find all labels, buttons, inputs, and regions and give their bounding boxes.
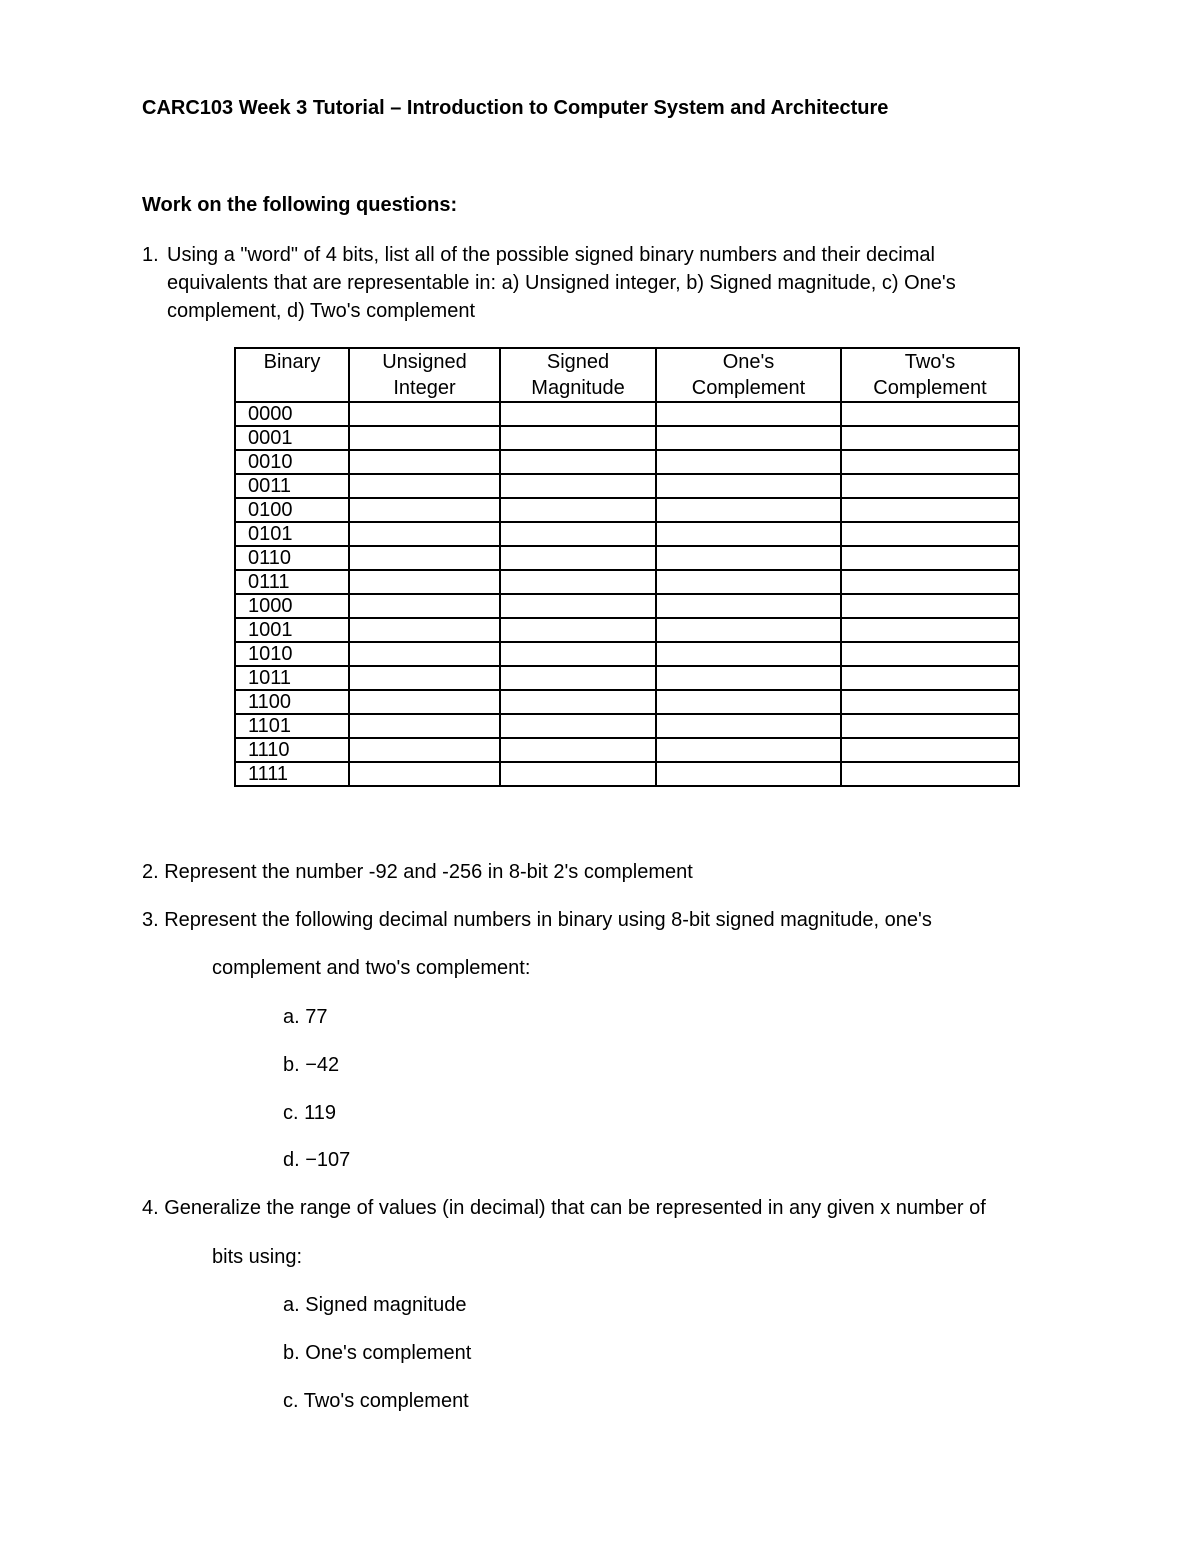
table-row — [235, 570, 1019, 594]
answer-cell[interactable] — [841, 474, 1019, 498]
answer-cell[interactable] — [500, 642, 656, 666]
answer-cell[interactable] — [841, 690, 1019, 714]
binary-cell: 1100 — [235, 690, 349, 714]
answer-cell[interactable] — [841, 570, 1019, 594]
table-row — [235, 666, 1019, 690]
table-row — [235, 522, 1019, 546]
question-3-line-1: 3. Represent the following decimal numbers in binary using 8-bit signed magnitude, one's — [142, 909, 932, 931]
answer-cell[interactable] — [656, 690, 841, 714]
question-1-line: complement, d) Two's complement — [167, 300, 476, 322]
table-row — [235, 402, 1019, 426]
answer-cell[interactable] — [500, 522, 656, 546]
question-2: 2. Represent the number -92 and -256 in 8-bit 2's complement — [142, 861, 693, 883]
answer-cell[interactable] — [656, 426, 841, 450]
answer-cell[interactable] — [841, 402, 1019, 426]
question-3-item-b: b. −42 — [283, 1054, 340, 1076]
table-row — [235, 738, 1019, 762]
answer-cell[interactable] — [656, 546, 841, 570]
instructions-heading: Work on the following questions: — [142, 194, 458, 216]
answer-cell[interactable] — [500, 762, 656, 786]
table-row — [235, 426, 1019, 450]
answer-cell[interactable] — [349, 618, 500, 642]
binary-cell: 1101 — [235, 714, 349, 738]
answer-cell[interactable] — [349, 762, 500, 786]
answer-cell[interactable] — [500, 498, 656, 522]
answer-cell[interactable] — [349, 498, 500, 522]
answer-cell[interactable] — [656, 522, 841, 546]
question-3-item-a: a. 77 — [283, 1006, 328, 1028]
question-3-item-d: d. −107 — [283, 1149, 351, 1171]
answer-cell[interactable] — [349, 738, 500, 762]
binary-cell: 1011 — [235, 666, 349, 690]
question-4-item-c: c. Two's complement — [283, 1390, 469, 1412]
answer-cell[interactable] — [349, 714, 500, 738]
table-row — [235, 546, 1019, 570]
header-twos-complement: Two's Complement — [841, 348, 1019, 402]
binary-cell: 1000 — [235, 594, 349, 618]
answer-cell[interactable] — [500, 450, 656, 474]
binary-cell: 0100 — [235, 498, 349, 522]
answer-cell[interactable] — [500, 546, 656, 570]
header-signed-magnitude: Signed Magnitude — [500, 348, 656, 402]
table-row — [235, 498, 1019, 522]
question-1-line: Using a "word" of 4 bits, list all of the possible signed binary numbers and their decimal — [167, 244, 935, 266]
answer-cell[interactable] — [841, 594, 1019, 618]
binary-cell: 1001 — [235, 618, 349, 642]
answer-cell[interactable] — [656, 594, 841, 618]
binary-cell: 0010 — [235, 450, 349, 474]
answer-cell[interactable] — [656, 450, 841, 474]
header-unsigned-integer: Unsigned Integer — [349, 348, 500, 402]
answer-cell[interactable] — [656, 474, 841, 498]
binary-cell: 0001 — [235, 426, 349, 450]
table-header-row — [235, 348, 1019, 402]
answer-cell[interactable] — [349, 402, 500, 426]
answer-cell[interactable] — [656, 570, 841, 594]
header-ones-complement: One's Complement — [656, 348, 841, 402]
answer-cell[interactable] — [349, 474, 500, 498]
answer-cell[interactable] — [841, 450, 1019, 474]
answer-cell[interactable] — [841, 618, 1019, 642]
binary-cell: 1010 — [235, 642, 349, 666]
answer-cell[interactable] — [349, 570, 500, 594]
binary-cell: 0000 — [235, 402, 349, 426]
answer-cell[interactable] — [500, 426, 656, 450]
header-binary: Binary — [235, 348, 349, 402]
answer-cell[interactable] — [656, 498, 841, 522]
binary-cell: 1110 — [235, 738, 349, 762]
answer-cell[interactable] — [500, 618, 656, 642]
answer-cell[interactable] — [500, 402, 656, 426]
answer-cell[interactable] — [656, 642, 841, 666]
answer-cell[interactable] — [841, 738, 1019, 762]
answer-cell[interactable] — [841, 762, 1019, 786]
question-3-line-2: complement and two's complement: — [212, 957, 531, 979]
answer-cell[interactable] — [656, 666, 841, 690]
answer-cell[interactable] — [500, 738, 656, 762]
answer-cell[interactable] — [349, 546, 500, 570]
table-row — [235, 642, 1019, 666]
answer-cell[interactable] — [349, 594, 500, 618]
answer-cell[interactable] — [500, 594, 656, 618]
answer-cell[interactable] — [841, 642, 1019, 666]
answer-cell[interactable] — [656, 618, 841, 642]
binary-cell: 0011 — [235, 474, 349, 498]
answer-cell[interactable] — [500, 666, 656, 690]
table-row — [235, 618, 1019, 642]
answer-cell[interactable] — [500, 570, 656, 594]
answer-cell[interactable] — [656, 738, 841, 762]
answer-cell[interactable] — [349, 426, 500, 450]
question-1-text — [167, 241, 1067, 325]
answer-cell[interactable] — [349, 642, 500, 666]
binary-cell: 0111 — [235, 570, 349, 594]
table-row — [235, 594, 1019, 618]
question-1-number: 1. — [142, 244, 159, 266]
question-3-item-c: c. 119 — [283, 1102, 336, 1124]
question-4-item-a: a. Signed magnitude — [283, 1294, 467, 1316]
binary-cell: 0101 — [235, 522, 349, 546]
table-row — [235, 450, 1019, 474]
answer-cell[interactable] — [349, 666, 500, 690]
answer-cell[interactable] — [500, 474, 656, 498]
page-title: CARC103 Week 3 Tutorial – Introduction to Computer System and Architecture — [142, 97, 889, 119]
answer-cell[interactable] — [841, 546, 1019, 570]
answer-cell[interactable] — [349, 522, 500, 546]
answer-cell[interactable] — [841, 498, 1019, 522]
answer-cell[interactable] — [656, 762, 841, 786]
answer-cell[interactable] — [841, 426, 1019, 450]
answer-cell[interactable] — [841, 714, 1019, 738]
answer-cell[interactable] — [656, 714, 841, 738]
answer-cell[interactable] — [841, 522, 1019, 546]
question-4-line-1: 4. Generalize the range of values (in decimal) that can be represented in any given x number of — [142, 1197, 986, 1219]
question-1-line: equivalents that are representable in: a) Unsigned integer, b) Signed magnitude, c) One's — [167, 272, 956, 294]
table-row — [235, 690, 1019, 714]
table-row — [235, 762, 1019, 786]
answer-cell[interactable] — [349, 690, 500, 714]
binary-cell: 1111 — [235, 762, 349, 786]
question-4-line-2: bits using: — [212, 1246, 303, 1268]
answer-cell[interactable] — [656, 402, 841, 426]
answer-cell[interactable] — [500, 690, 656, 714]
binary-cell: 0110 — [235, 546, 349, 570]
answer-cell[interactable] — [841, 666, 1019, 690]
answer-cell[interactable] — [349, 450, 500, 474]
question-4-item-b: b. One's complement — [283, 1342, 472, 1364]
answer-cell[interactable] — [500, 714, 656, 738]
table-row — [235, 714, 1019, 738]
conversion-table — [234, 347, 1020, 787]
table-row — [235, 474, 1019, 498]
